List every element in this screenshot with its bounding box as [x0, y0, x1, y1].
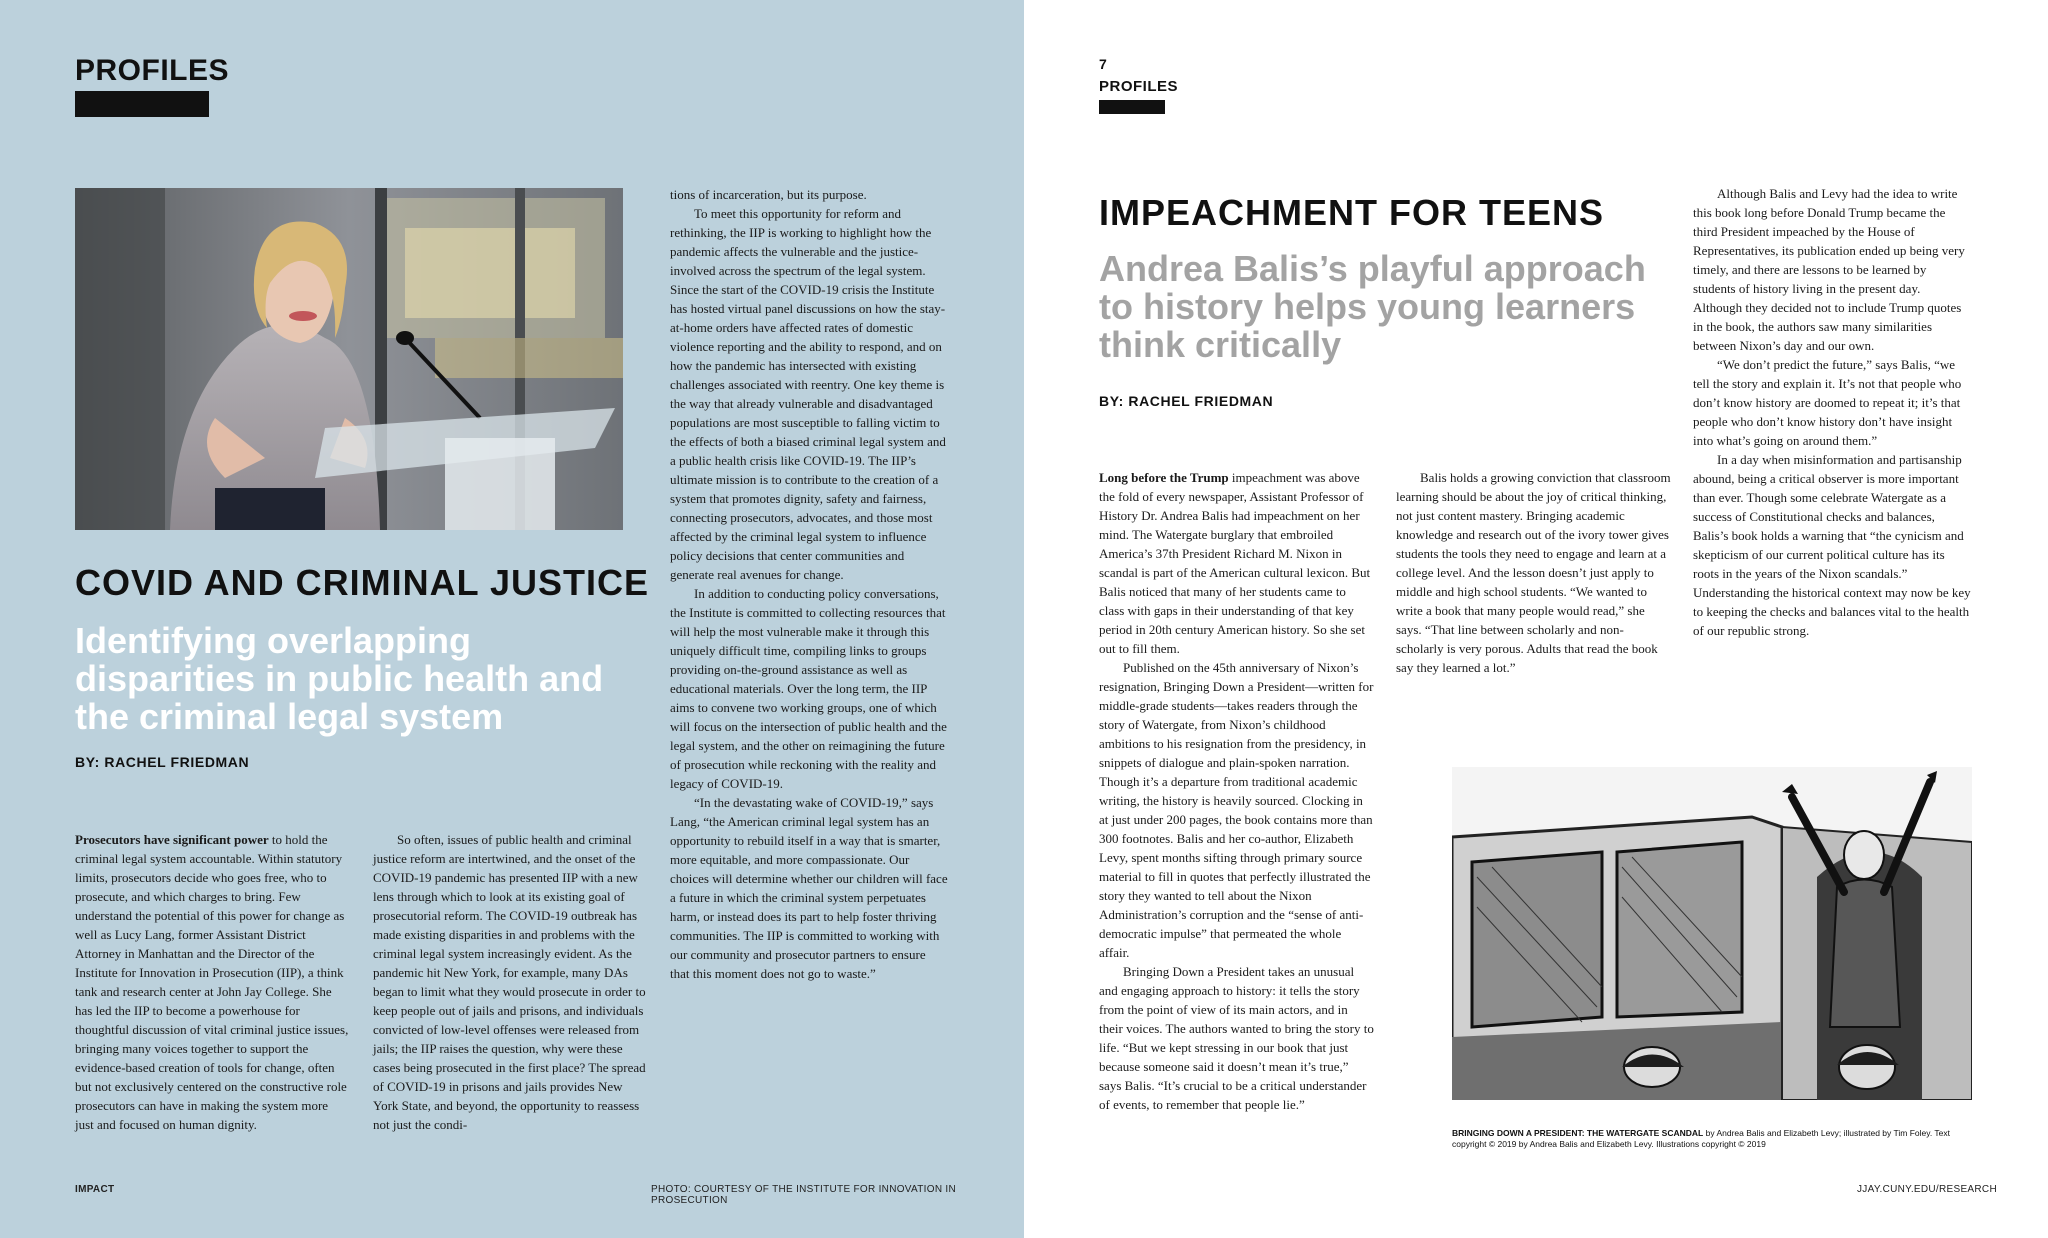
paragraph [1099, 468, 1374, 658]
paragraph: In addition to conducting policy conversations, the Institute is committed to collecting resources that will help the most vulnerable make it through this uniquely difficult time, compiling links to groups providing on-the-ground assistance as well as educational materials. Over the long term, the IIP aims to convene two working groups, one of which will focus on the intersection of public health and the legal system, and the other on reimagining the future of prosecution while reckoning with the reality and legacy of COVID-19. [670, 586, 947, 791]
paragraph: tions of incarceration, but its purpose. [670, 187, 867, 202]
page-number: 7 [1099, 56, 1108, 72]
left-column-1 [75, 830, 350, 1134]
illustration-drawing [1452, 767, 1972, 1100]
paragraph: “In the devastating wake of COVID-19,” says Lang, “the American criminal legal system has an opportunity to rebuild itself in a way that is smarter, more equitable, and more compassionate. Our choices will determine whether our children will face a future in which the criminal system perpetuates harm, or instead does its part to help foster thriving communities. The IIP is committed to working with our community and prosecutor partners to ensure that this moment does not go to waste.” [670, 795, 948, 981]
section-bar [1099, 100, 1165, 114]
right-column-2 [1396, 468, 1671, 677]
nixon-illustration [1452, 767, 1972, 1100]
lead-in: Long before the Trump [1099, 470, 1229, 485]
portrait-photo [75, 188, 623, 530]
left-column-2 [373, 830, 648, 1134]
left-dek: Identifying overlapping disparities in public health and the criminal legal system [75, 620, 604, 737]
paragraph: So often, issues of public health and criminal justice reform are intertwined, and the onset of the COVID-19 pandemic has presented IIP with a new lens through which to look at its existing goal of prosecutorial reform. The COVID-19 outbreak has made existing disparities in and problems with the criminal legal system increasingly evident. As the pandemic hit New York, for example, many DAs began to limit what they would prosecute in order to keep people out of jails and prisons, and individuals convicted of low-level offenses were released from jails; the IIP raises the question, why were these cases being prosecuted in the first place? The spread of COVID-19 in prisons and jails provides New York State, and beyond, the opportunity to reassess not just the condi- [373, 832, 646, 1132]
right-headline: IMPEACHMENT FOR TEENS [1099, 192, 1605, 233]
paragraph [75, 830, 350, 1134]
paragraph-text: to hold the criminal legal system accountable. Within statutory limits, prosecutors decide who goes free, who to prosecute, and which charges to bring. Few understand the potential of this power for change as well as Lucy Lang, former Assistant District Attorney in Manhattan and the Director of the Institute for Innovation in Prosecution (IIP), a think tank and research center at John Jay College. She has led the IIP to become a powerhouse for thoughtful discussion of vital criminal justice issues, bringing many voices together to support the evidence-based creation of tools for change, often but not exclusively centered on the constructive role prosecutors can have in making the system more just and focused on human dignity. [75, 832, 349, 1132]
footer-url: JJAY.CUNY.EDU/RESEARCH [1857, 1184, 1997, 1195]
lead-in: Prosecutors have significant power [75, 832, 269, 847]
right-column-1 [1099, 468, 1374, 1114]
left-headline: COVID AND CRIMINAL JUSTICE [75, 562, 650, 603]
left-byline: BY: RACHEL FRIEDMAN [75, 754, 250, 770]
portrait-illustration [75, 188, 623, 530]
section-bar [75, 91, 209, 117]
paragraph: Balis holds a growing conviction that classroom learning should be about the joy of critical thinking, not just content mastery. Bringing academic knowledge and research out of the ivory tower gives students the tools they need to engage and learn at a college level. And the lesson doesn’t just apply to middle and high school students. “We wanted to write a book that many people would read,” she says. “That line between scholarly and non-scholarly is very porous. Adults that read the book say they learned a lot.” [1396, 470, 1671, 675]
photo-credit: PHOTO: COURTESY OF THE INSTITUTE FOR INNOVATION IN PROSECUTION [651, 1184, 957, 1206]
section-label: PROFILES [75, 54, 230, 87]
paragraph: Published on the 45th anniversary of Nixon’s resignation, Bringing Down a President—written for middle-grade students—takes readers through the story of Watergate, from Nixon’s childhood ambitions to his resignation from the presidency, in snippets of dialogue and plain-spoken narration. Though it’s a departure from traditional academic writing, the history is heavily sourced. Clocking in at just under 200 pages, the book contains more than 300 footnotes. Balis and her co-author, Elizabeth Levy, spent months sifting through primary source material to fill in quotes that perfectly illustrated the story they wanted to tell about the Nixon Administration’s corruption and the “sense of anti-democratic impulse” that permeated the whole affair. [1099, 660, 1374, 960]
right-page [1024, 0, 2048, 1238]
caption-title: BRINGING DOWN A PRESIDENT: THE WATERGATE SCANDAL [1452, 1128, 1704, 1138]
paragraph-text: impeachment was above the fold of every newspaper, Assistant Professor of History Dr. Andrea Balis had impeachment on her mind. The Watergate burglary that embroiled America’s 37th President Richard M. Nixon in scandal is part of the American cultural lexicon. But Balis noticed that many of her students came to class with gaps in their understanding of that key period in 20th century American history. So she set out to fill them. [1099, 470, 1371, 656]
paragraph: Bringing Down a President takes an unusual and engaging approach to history: it tells the story from the point of view of its main actors, and in their voices. The authors wanted to bring the story to life. “But we kept stressing in our book that just because someone said it doesn’t mean it’s true,” says Balis. “It’s crucial to be a critical understander of events, to remember that people lie.” [1099, 964, 1374, 1112]
paragraph: Although Balis and Levy had the idea to write this book long before Donald Trump became the third President impeached by the House of Representatives, its publication ended up being very timely, and there are lessons to be learned by students of history living in the present day. Although they decided not to include Trump quotes in the book, the authors saw many similarities between Nixon’s day and our own. [1693, 186, 1965, 353]
right-dek: Andrea Balis’s playful approach to history helps young learners think critically [1099, 248, 1646, 365]
paragraph: “We don’t predict the future,” says Balis, “we tell the story and explain it. It’s not that people who don’t know history are doomed to repeat it; it’s that people who don’t know history don’t have insight into what’s going on around them.” [1693, 357, 1962, 448]
section-label: PROFILES [1099, 78, 1179, 95]
paragraph: To meet this opportunity for reform and rethinking, the IIP is working to highlight how the pandemic affects the vulnerable and the justice-involved across the spectrum of the legal system. Since the start of the COVID-19 crisis the Institute has hosted virtual panel discussions on how the stay-at-home orders have affected rates of domestic violence reporting and the ability to respond, and on how the pandemic has intersected with existing challenges associated with reentry. One key theme is the way that already vulnerable and disadvantaged populations are most susceptible to falling victim to the effects of both a biased criminal legal system and a public health crisis like COVID-19. The IIP’s ultimate mission is to contribute to the creation of a system that promotes dignity, safety and fairness, connecting prosecutors, advocates, and those most affected by the criminal legal system to influence policy decisions that center communities and generate real avenues for change. [670, 206, 946, 582]
left-column-3 [670, 185, 948, 983]
right-column-3 [1693, 184, 1971, 640]
paragraph: In a day when misinformation and partisanship abound, being a critical observer is more important than ever. Though some celebrate Watergate as a success of Constitutional checks and balances, Balis’s book holds a warning that “the cynicism and skepticism of our current political culture has its roots in the years of the Nixon scandals.” Understanding the historical context may now be key to keeping the checks and balances vital to the health of our republic strong. [1693, 452, 1971, 638]
right-byline: BY: RACHEL FRIEDMAN [1099, 393, 1274, 409]
caption-credit: by Andrea Balis and Elizabeth Levy; illustrated by Tim Foley. Text copyright © 2019 by Andrea Balis and Elizabeth Levy. Illustrations copyright © 2019 [1452, 1128, 1951, 1149]
illustration-caption [1452, 1128, 1972, 1150]
footer-publication: IMPACT [75, 1184, 115, 1195]
